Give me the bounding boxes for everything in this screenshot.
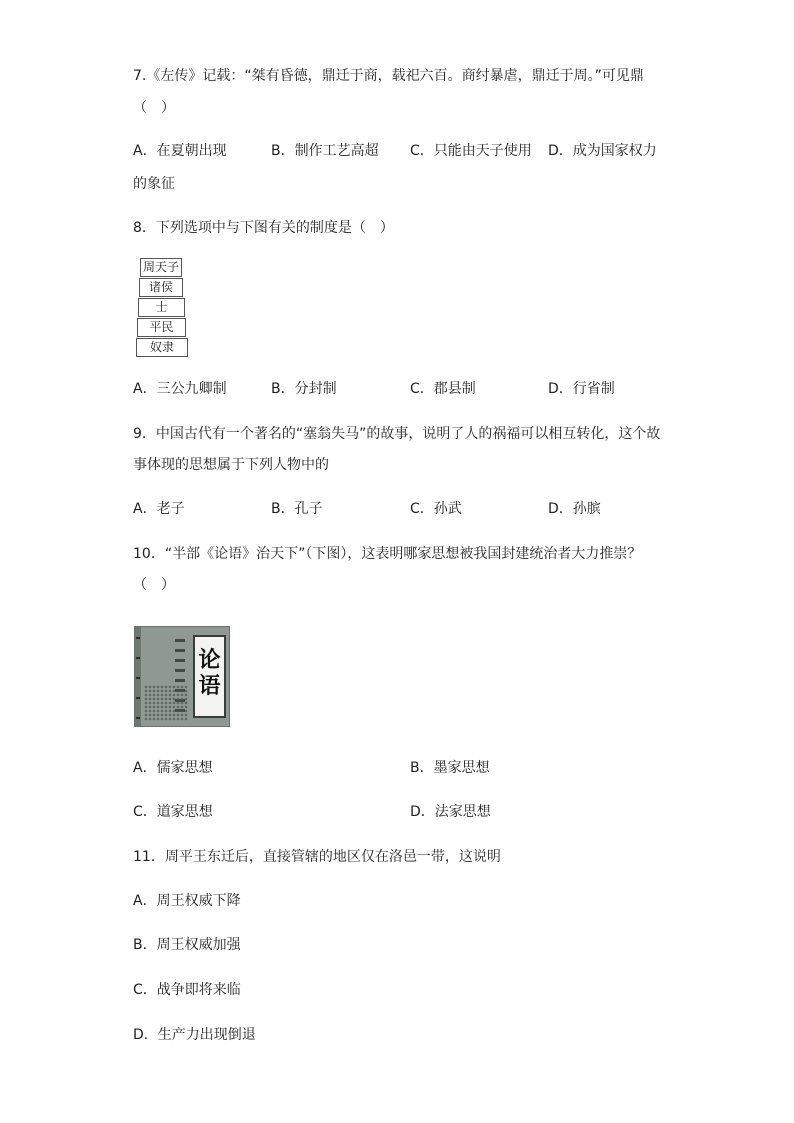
q11-stem: 11．周平王东迁后，直接管辖的地区仅在洛邑一带，这说明	[133, 849, 501, 865]
q9-stem-line2: 事体现的思想属于下列人物中的	[133, 457, 329, 473]
analects-book-cover-image	[134, 626, 230, 727]
q10-option-c: C．道家思想	[133, 804, 213, 820]
pyramid-level-commoners: 平民	[137, 318, 186, 337]
q9-option-b: B．孔子	[271, 501, 323, 517]
q7-option-d: D．成为国家权力	[548, 143, 657, 159]
q9-option-c: C．孙武	[410, 501, 462, 517]
q9-stem-line1: 9．中国古代有一个著名的“塞翁失马”的故事，说明了人的祸福可以相互转化，这个故	[133, 426, 661, 442]
book-title-label	[193, 635, 226, 718]
q7-stem-line1: 7.《左传》记载：“桀有昏德，鼎迁于商，载祀六百。商纣暴虐，鼎迁于周。”可见鼎	[133, 68, 644, 84]
pyramid-level-scholars: 士	[138, 298, 185, 317]
q8-option-d: D．行省制	[548, 381, 615, 397]
q11-option-a: A．周王权威下降	[133, 893, 241, 909]
q11-option-b: B．周王权威加强	[133, 937, 241, 953]
book-spine-binding	[135, 627, 141, 726]
q7-stem-line2: （ ）	[133, 100, 175, 116]
book-floral-pattern	[144, 685, 188, 721]
pyramid-level-lords: 诸侯	[139, 278, 183, 297]
q8-option-b: B．分封制	[271, 381, 337, 397]
q7-option-a: A．在夏朝出现	[133, 143, 227, 159]
q10-stem-line2: （ ）	[133, 577, 175, 593]
q8-stem: 8．下列选项中与下图有关的制度是（ ）	[133, 220, 394, 236]
pyramid-level-zhou-king: 周天子	[140, 258, 182, 277]
q11-option-c: C．战争即将来临	[133, 982, 241, 998]
q11-option-d: D．生产力出现倒退	[133, 1027, 256, 1043]
book-title-char-2: 语	[198, 673, 221, 699]
q10-stem-line1: 10．“半部《论语》治天下”（下图），这表明哪家思想被我国封建统治者大力推崇？	[133, 546, 642, 562]
q7-option-d-continued: 的象征	[133, 176, 175, 192]
q10-option-b: B．墨家思想	[410, 760, 490, 776]
q9-option-d: D．孙膑	[548, 501, 601, 517]
q7-option-b: B．制作工艺高超	[271, 143, 379, 159]
q9-option-a: A．老子	[133, 501, 185, 517]
pyramid-level-slaves: 奴隶	[136, 338, 188, 357]
q8-option-c: C．郡县制	[410, 381, 476, 397]
book-title-char-1: 论	[198, 647, 221, 673]
q10-option-d: D．法家思想	[410, 804, 491, 820]
q10-option-a: A．儒家思想	[133, 760, 213, 776]
q8-option-a: A．三公九卿制	[133, 381, 227, 397]
q7-option-c: C．只能由天子使用	[410, 143, 532, 159]
